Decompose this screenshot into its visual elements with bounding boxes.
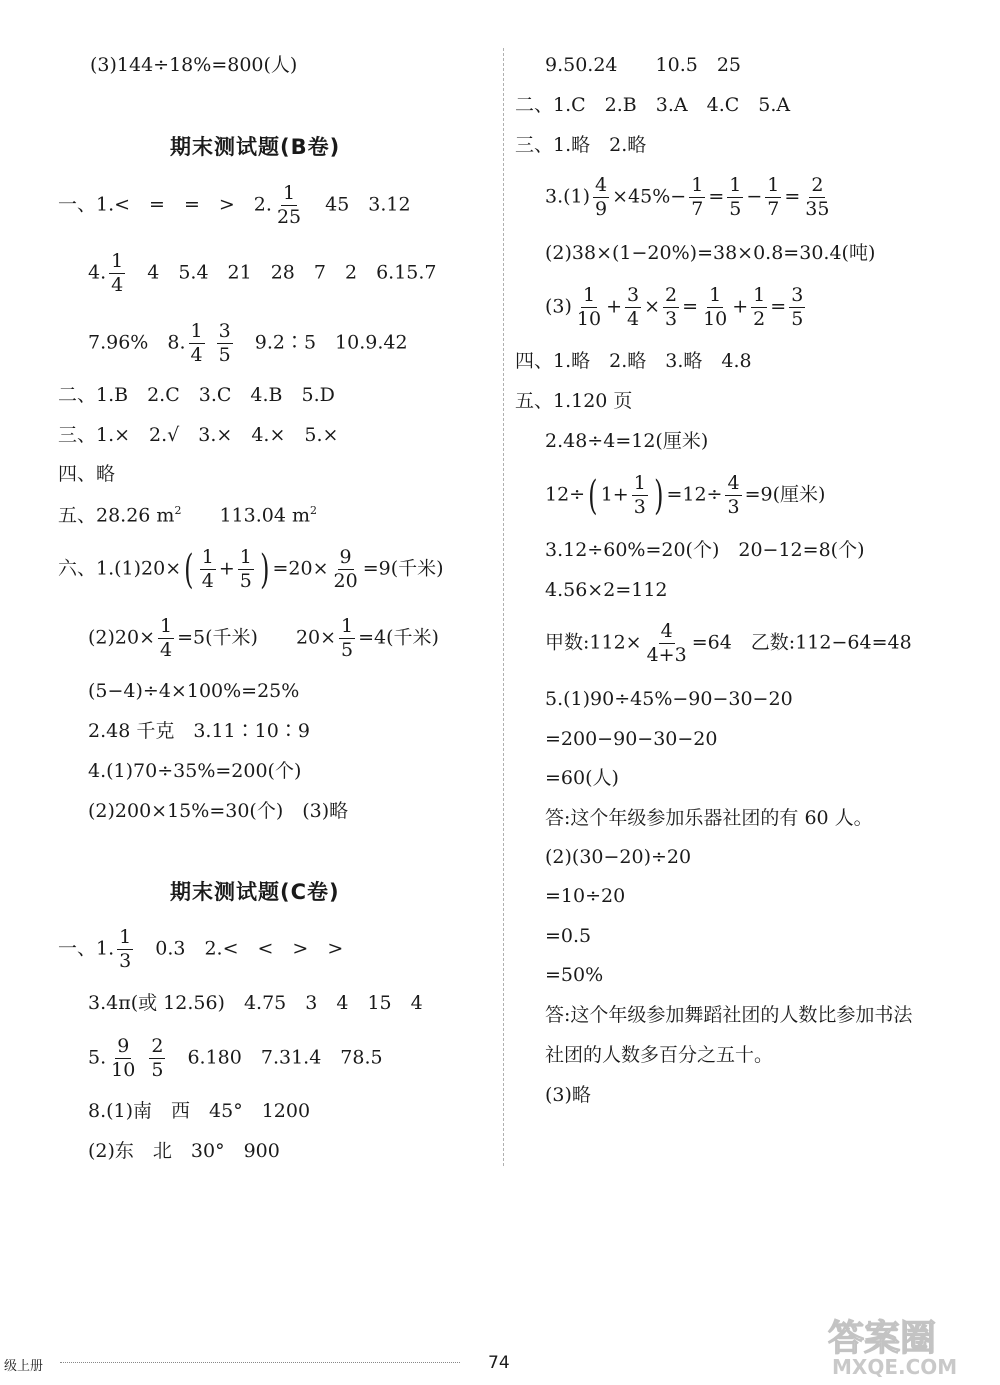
answer-line: 5. $\frac{9}{10}$ $\frac{2}{5}$ 6.180 7.31.4 78.5 (88, 1035, 383, 1081)
section-title-c: 期末测试题(C卷) (170, 880, 340, 904)
watermark-text: 答案圈 (828, 1318, 937, 1359)
answer-line: =50% (545, 964, 604, 986)
answer-line: 答:这个年级参加舞蹈社团的人数比参加书法 (545, 1004, 913, 1026)
answer-line: (3) $\frac{1}{10}$ + $\frac{3}{4}$ × $\frac{2}{3}$ = $\frac{1}{10}$ + $\frac{1}{2}$ = $\frac{3}{5}$ (545, 284, 804, 330)
answer-line: 五、28.26 $m^2$ 113.04 $m^2$ (58, 504, 318, 527)
answer-line: 3.12÷60%=20(个) 20−12=8(个) (545, 539, 865, 561)
answer-line: (2)200×15%=30(个) (3)略 (88, 800, 349, 822)
answer-line: 三、1.× 2.√ 3.× 4.× 5.× (58, 424, 339, 446)
fraction: $\frac{3}{5}$ (218, 320, 231, 366)
section-title-b: 期末测试题(B卷) (170, 135, 341, 159)
answer-line: (3)144÷18%=800(人) (90, 54, 298, 76)
answer-line: 三、1.略 2.略 (515, 134, 647, 156)
answer-line: 3.(1) $\frac{4}{9}$ ×45%− $\frac{1}{7}$ = $\frac{1}{5}$ − $\frac{1}{7}$ = $\frac{2}{35}$ (545, 174, 830, 220)
watermark-url: MXQE.COM (832, 1355, 958, 1379)
answer-line: 12÷( 1+ $\frac{1}{3}$ ) =12÷ $\frac{4}{3}$ =9(厘米) (545, 472, 826, 519)
answer-line: 二、1.C 2.B 3.A 4.C 5.A (515, 94, 791, 116)
answer-line: =200−90−30−20 (545, 728, 718, 750)
answer-line: 7.96% 8. $\frac{1}{4}$ $\frac{3}{5}$ 9.2∶5 10.9.42 (88, 320, 408, 366)
answer-line: 8.(1)南 西 45° 1200 (88, 1100, 311, 1122)
answer-line: 五、1.120 页 (515, 390, 633, 412)
column-divider (503, 48, 504, 1166)
answer-line: (2)38×(1−20%)=38×0.8=30.4(吨) (545, 242, 876, 264)
answer-line: 4. $\frac{1}{4}$ 4 5.4 21 28 7 2 6.15.7 (88, 250, 437, 296)
answer-line: 社团的人数多百分之五十。 (545, 1044, 774, 1066)
fraction: $\frac{1}{4}$ (190, 320, 203, 366)
answer-line: 一、1.< = = > 2. $\frac{1}{25}$ 45 3.12 (58, 182, 411, 228)
answer-line: 2.48÷4=12(厘米) (545, 430, 709, 452)
answer-line: 一、1. $\frac{1}{3}$ 0.3 2.< < > > (58, 926, 344, 972)
watermark-logo (822, 1310, 992, 1380)
answer-line: (2)20× $\frac{1}{4}$ =5(千米) 20× $\frac{1}{5}$ =4(千米) (88, 615, 439, 661)
answer-line: (5−4)÷4×100%=25% (88, 680, 300, 702)
answer-line: 2.48 千克 3.11∶10∶9 (88, 720, 310, 742)
answer-line: 4.(1)70÷35%=200(个) (88, 760, 302, 782)
page-number: 74 (488, 1353, 510, 1373)
answer-line: (3)略 (545, 1084, 591, 1106)
answer-line: 3.4π(或 12.56) 4.75 3 4 15 4 (88, 992, 423, 1014)
answer-line: 5.(1)90÷45%−90−30−20 (545, 688, 793, 710)
answer-line: 四、1.略 2.略 3.略 4.8 (515, 350, 752, 372)
answer-line: 二、1.B 2.C 3.C 4.B 5.D (58, 384, 335, 406)
answer-line: (2)东 北 30° 900 (88, 1140, 280, 1162)
answer-line: =10÷20 (545, 885, 626, 907)
answer-line: 六、1.(1)20×( $\frac{1}{4}$ + $\frac{1}{5}$ ) =20× $\frac{9}{20}$ =9(千米) (58, 546, 444, 593)
footer-grade-label: 级上册 (4, 1359, 44, 1374)
fraction: $\frac{1}{25}$ (276, 182, 302, 228)
answer-line: 答:这个年级参加乐器社团的有 60 人。 (545, 807, 873, 829)
answer-line: 4.56×2=112 (545, 579, 668, 601)
answer-line: (2)(30−20)÷20 (545, 846, 692, 868)
answer-line: =0.5 (545, 925, 592, 947)
answer-line: 甲数:112× $\frac{4}{4+3}$ =64 乙数:112−64=48 (545, 620, 912, 666)
fraction: $\frac{1}{4}$ (111, 250, 124, 296)
answer-line: =60(人) (545, 767, 619, 789)
answer-line: 四、略 (58, 463, 116, 485)
answer-line: 9.50.24 10.5 25 (545, 54, 742, 76)
footer-rule (60, 1362, 460, 1363)
